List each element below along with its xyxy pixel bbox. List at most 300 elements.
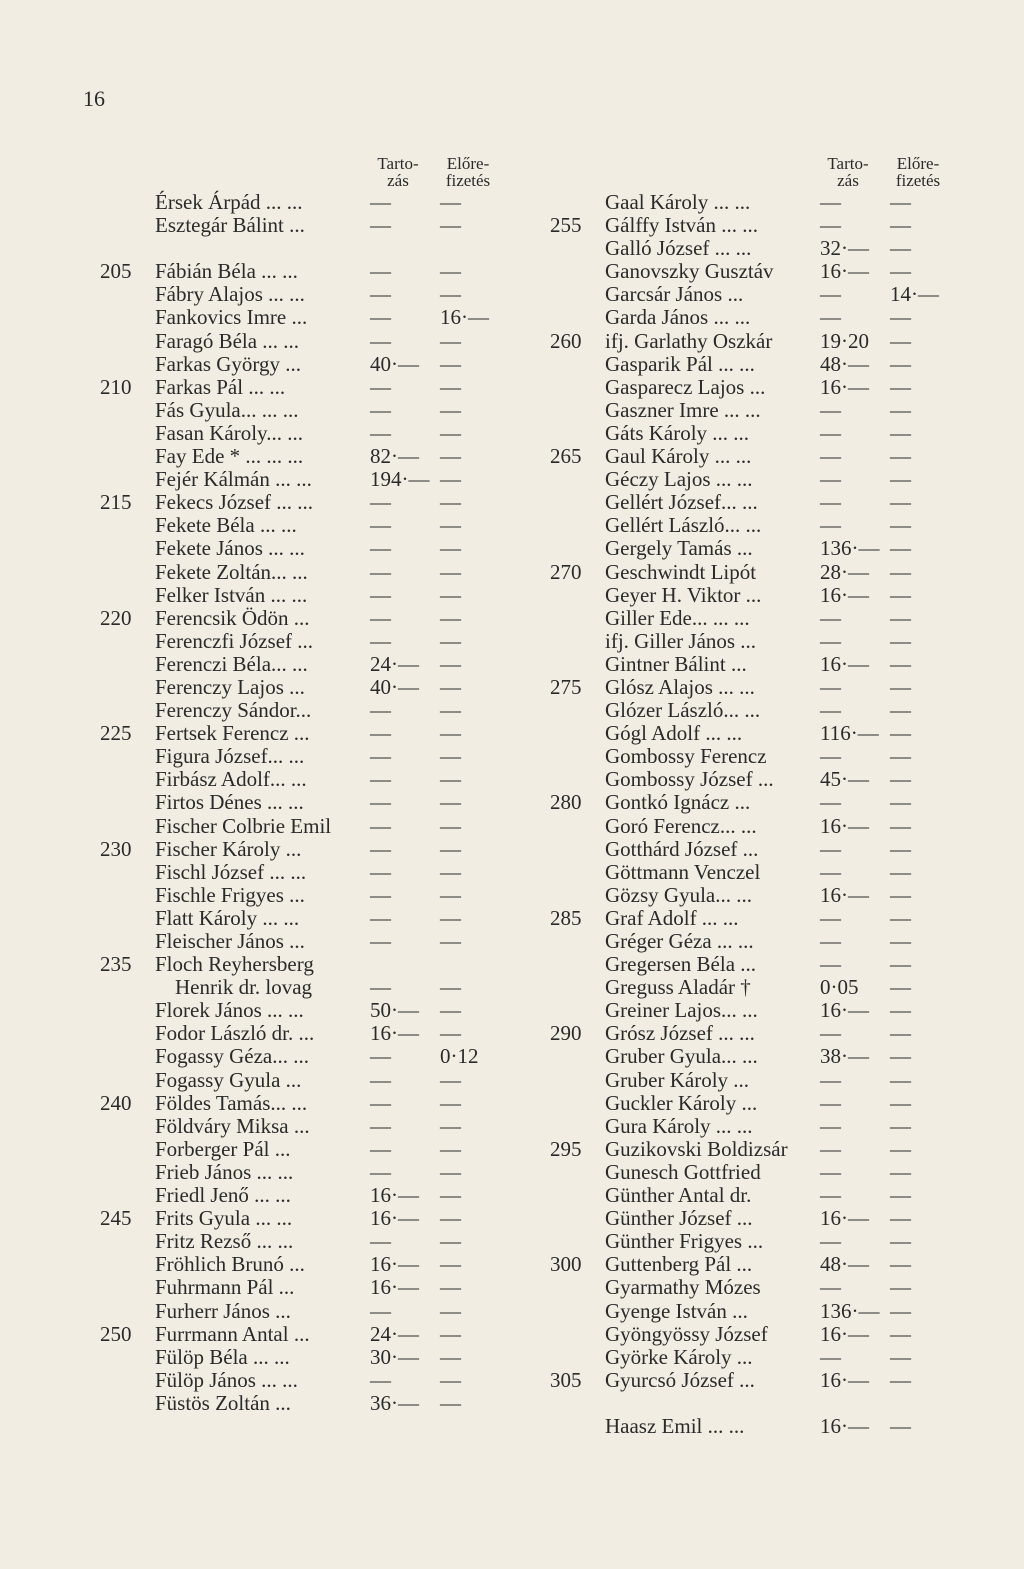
eloirezetes-value: — xyxy=(890,1206,911,1231)
eloirezetes-header: Előre- fizetés xyxy=(895,154,941,190)
member-row xyxy=(100,283,510,306)
member-row xyxy=(550,237,960,260)
eloirezetes-value: — xyxy=(890,374,911,399)
member-name: Gyarmathy Mózes xyxy=(605,1275,761,1300)
page-number: 16 xyxy=(83,86,105,111)
member-row xyxy=(100,653,510,676)
member-row xyxy=(100,1022,510,1045)
eloirezetes-value: — xyxy=(890,905,911,930)
member-row xyxy=(550,1092,960,1115)
eloirezetes-value: — xyxy=(440,374,461,399)
member-name: Haasz Emil ... ... xyxy=(605,1413,745,1438)
tartozas-value: — xyxy=(370,374,391,399)
tartozas-value: 16·— xyxy=(820,1367,869,1392)
right-column-header xyxy=(550,155,960,191)
member-name: Firtos Dénes ... ... xyxy=(155,790,304,815)
member-name: Gyöngyössy József xyxy=(605,1321,768,1346)
tartozas-value: — xyxy=(820,282,841,307)
member-name: Fábry Alajos ... ... xyxy=(155,282,305,307)
tartozas-value: — xyxy=(820,905,841,930)
member-row xyxy=(550,1300,960,1323)
eloirezetes-value: — xyxy=(440,328,461,353)
tartozas-value: 48·— xyxy=(820,351,869,376)
eloirezetes-value: 16·— xyxy=(440,305,489,330)
tartozas-value: — xyxy=(370,975,391,1000)
tartozas-header: Tarto- zás xyxy=(827,154,869,190)
tartozas-value: — xyxy=(370,813,391,838)
member-row xyxy=(100,791,510,814)
eloirezetes-value: — xyxy=(890,536,911,561)
tartozas-value: 16·— xyxy=(820,1413,869,1438)
tartozas-value: 16·— xyxy=(370,1183,419,1208)
tartozas-value: — xyxy=(820,859,841,884)
eloirezetes-value: — xyxy=(890,213,911,238)
member-row xyxy=(100,260,510,283)
row-number: 255 xyxy=(550,213,582,238)
row-number: 205 xyxy=(100,259,132,284)
tartozas-value: — xyxy=(370,1113,391,1138)
member-name: Friedl Jenő ... ... xyxy=(155,1183,291,1208)
tartozas-value: — xyxy=(370,628,391,653)
member-row xyxy=(550,653,960,676)
member-row xyxy=(550,283,960,306)
tartozas-value: — xyxy=(820,1067,841,1092)
member-row xyxy=(100,214,510,237)
member-name: ifj. Garlathy Oszkár xyxy=(605,328,773,353)
eloirezetes-value: — xyxy=(890,975,911,1000)
eloirezetes-value: — xyxy=(440,721,461,746)
member-name: Fekecs József ... ... xyxy=(155,490,314,515)
member-name: Günther József ... xyxy=(605,1206,753,1231)
member-name: Gunesch Gottfried xyxy=(605,1159,761,1184)
member-row xyxy=(100,306,510,329)
eloirezetes-value: — xyxy=(890,351,911,376)
member-row xyxy=(550,584,960,607)
member-name: Gura Károly ... ... xyxy=(605,1113,753,1138)
member-name: Gaal Károly ... ... xyxy=(605,190,751,214)
tartozas-value: 16·— xyxy=(820,813,869,838)
member-row xyxy=(100,1161,510,1184)
member-name: Fekete Béla ... ... xyxy=(155,513,297,538)
row-number: 275 xyxy=(550,674,582,699)
eloirezetes-value: — xyxy=(440,628,461,653)
member-name: Gruber Gyula... ... xyxy=(605,1044,758,1069)
member-row xyxy=(100,584,510,607)
member-name: Günther Antal dr. xyxy=(605,1183,752,1208)
tartozas-value: — xyxy=(370,836,391,861)
member-row xyxy=(100,745,510,768)
eloirezetes-value: — xyxy=(440,582,461,607)
eloirezetes-value: — xyxy=(440,397,461,422)
tartozas-value: 19·20 xyxy=(820,328,869,353)
member-name: Gintner Bálint ... xyxy=(605,651,747,676)
member-name: Fritz Rezső ... ... xyxy=(155,1229,294,1254)
eloirezetes-value: — xyxy=(440,1321,461,1346)
member-name: Fekete Zoltán... ... xyxy=(155,559,308,584)
row-number: 305 xyxy=(550,1367,582,1392)
member-name: Garcsár János ... xyxy=(605,282,744,307)
member-name: Fay Ede * ... ... ... xyxy=(155,444,304,469)
member-name: Fábián Béla ... ... xyxy=(155,259,298,284)
eloirezetes-value: — xyxy=(440,674,461,699)
tartozas-value: — xyxy=(370,259,391,284)
tartozas-value: — xyxy=(370,1090,391,1115)
tartozas-value: — xyxy=(370,605,391,630)
member-name: Farkas Pál ... ... xyxy=(155,374,286,399)
row-number: 230 xyxy=(100,836,132,861)
row-number: 295 xyxy=(550,1136,582,1161)
tartozas-value: — xyxy=(370,1298,391,1323)
eloirezetes-value: — xyxy=(890,1413,911,1438)
member-row xyxy=(550,422,960,445)
eloirezetes-value: — xyxy=(890,559,911,584)
tartozas-value: 16·— xyxy=(370,1275,419,1300)
eloirezetes-header: Előre- fizetés xyxy=(445,154,491,190)
member-row xyxy=(100,422,510,445)
tartozas-value: — xyxy=(820,698,841,723)
member-row xyxy=(100,1069,510,1092)
member-row xyxy=(550,468,960,491)
row-number: 300 xyxy=(550,1252,582,1277)
member-row xyxy=(100,1092,510,1115)
row-number: 280 xyxy=(550,790,582,815)
member-row xyxy=(550,699,960,722)
member-name: Garda János ... ... xyxy=(605,305,751,330)
member-row xyxy=(100,237,510,260)
member-row xyxy=(550,676,960,699)
eloirezetes-value: — xyxy=(890,1344,911,1369)
eloirezetes-value: — xyxy=(890,651,911,676)
member-row xyxy=(550,768,960,791)
member-name: Fás Gyula... ... ... xyxy=(155,397,299,422)
member-name: Göttmann Venczel xyxy=(605,859,761,884)
member-row xyxy=(100,1276,510,1299)
member-row xyxy=(550,1045,960,1068)
tartozas-value: — xyxy=(370,536,391,561)
row-number: 270 xyxy=(550,559,582,584)
tartozas-value: 36·— xyxy=(370,1390,419,1415)
member-row xyxy=(100,468,510,491)
member-row xyxy=(100,491,510,514)
member-row xyxy=(100,399,510,422)
eloirezetes-value: — xyxy=(440,351,461,376)
eloirezetes-value: — xyxy=(440,1183,461,1208)
member-row xyxy=(100,1323,510,1346)
member-name: Géczy Lajos ... ... xyxy=(605,467,753,492)
tartozas-value: — xyxy=(370,1067,391,1092)
tartozas-value: 0·05 xyxy=(820,975,859,1000)
member-row xyxy=(100,1253,510,1276)
eloirezetes-value: — xyxy=(890,305,911,330)
member-row xyxy=(550,191,960,214)
member-row xyxy=(550,1115,960,1138)
tartozas-value: 16·— xyxy=(370,1021,419,1046)
eloirezetes-value: — xyxy=(440,790,461,815)
tartozas-value: — xyxy=(370,744,391,769)
eloirezetes-value: — xyxy=(440,1136,461,1161)
member-row xyxy=(550,353,960,376)
eloirezetes-value: — xyxy=(440,190,461,214)
tartozas-value: — xyxy=(370,1159,391,1184)
member-name: Gellért József... ... xyxy=(605,490,758,515)
member-row xyxy=(100,930,510,953)
tartozas-value: 116·— xyxy=(820,721,879,746)
tartozas-value: — xyxy=(820,1229,841,1254)
member-row xyxy=(100,815,510,838)
member-row xyxy=(550,1022,960,1045)
eloirezetes-value: — xyxy=(890,467,911,492)
tartozas-value: 28·— xyxy=(820,559,869,584)
tartozas-value: 16·— xyxy=(370,1206,419,1231)
eloirezetes-value: — xyxy=(890,490,911,515)
tartozas-value: — xyxy=(370,1229,391,1254)
member-name: Érsek Árpád ... ... xyxy=(155,190,303,214)
eloirezetes-value: — xyxy=(890,674,911,699)
tartozas-value: — xyxy=(370,397,391,422)
member-row xyxy=(550,399,960,422)
row-number: 285 xyxy=(550,905,582,930)
member-name: Fankovics Imre ... xyxy=(155,305,308,330)
member-name: Flatt Károly ... ... xyxy=(155,905,300,930)
member-name: Ferencsik Ödön ... xyxy=(155,605,310,630)
member-name: Fischle Frigyes ... xyxy=(155,882,305,907)
eloirezetes-value: — xyxy=(890,859,911,884)
eloirezetes-value: — xyxy=(440,929,461,953)
tartozas-value: 24·— xyxy=(370,1321,419,1346)
eloirezetes-value: — xyxy=(440,1021,461,1046)
member-name: Felker István ... ... xyxy=(155,582,308,607)
tartozas-value: 40·— xyxy=(370,351,419,376)
member-row xyxy=(100,1346,510,1369)
tartozas-value: — xyxy=(820,444,841,469)
eloirezetes-value: — xyxy=(890,397,911,422)
member-row xyxy=(100,191,510,214)
tartozas-value: 16·— xyxy=(820,259,869,284)
eloirezetes-value: — xyxy=(440,1344,461,1369)
row-number: 235 xyxy=(100,952,132,977)
left-column xyxy=(100,154,510,1415)
eloirezetes-value: — xyxy=(890,698,911,723)
row-number: 250 xyxy=(100,1321,132,1346)
row-number: 220 xyxy=(100,605,132,630)
eloirezetes-value: — xyxy=(890,1321,911,1346)
member-name: Geyer H. Viktor ... xyxy=(605,582,762,607)
eloirezetes-value: — xyxy=(890,582,911,607)
member-name: Giller Ede... ... ... xyxy=(605,605,750,630)
member-row xyxy=(100,607,510,630)
tartozas-value: — xyxy=(370,1367,391,1392)
member-name: Fogassy Gyula ... xyxy=(155,1067,302,1092)
member-name: Florek János ... ... xyxy=(155,998,304,1023)
eloirezetes-value: — xyxy=(890,190,911,214)
left-column-header xyxy=(100,155,510,191)
member-row xyxy=(550,1346,960,1369)
member-name: Faragó Béla ... ... xyxy=(155,328,300,353)
row-number: 290 xyxy=(550,1021,582,1046)
eloirezetes-value: — xyxy=(890,259,911,284)
member-name: Györke Károly ... xyxy=(605,1344,753,1369)
eloirezetes-value: — xyxy=(440,651,461,676)
member-name: Forberger Pál ... xyxy=(155,1136,291,1161)
eloirezetes-value: — xyxy=(440,213,461,238)
member-name: Gyenge István ... xyxy=(605,1298,748,1323)
eloirezetes-value: — xyxy=(440,744,461,769)
tartozas-value: 48·— xyxy=(820,1252,869,1277)
eloirezetes-value: — xyxy=(890,836,911,861)
member-name: Gözsy Gyula... ... xyxy=(605,882,752,907)
tartozas-value: — xyxy=(820,605,841,630)
member-name: Fülöp János ... ... xyxy=(155,1367,298,1392)
tartozas-value: 50·— xyxy=(370,998,419,1023)
member-name: Gréger Géza ... ... xyxy=(605,929,754,953)
eloirezetes-value: — xyxy=(890,1367,911,1392)
tartozas-value: — xyxy=(370,328,391,353)
member-row xyxy=(550,537,960,560)
member-row xyxy=(550,722,960,745)
member-row xyxy=(100,1230,510,1253)
member-row xyxy=(550,999,960,1022)
member-name: Farkas György ... xyxy=(155,351,302,376)
member-name: Ferenczy Lajos ... xyxy=(155,674,305,699)
member-name: Ferenczfi József ... xyxy=(155,628,314,653)
row-number: 225 xyxy=(100,721,132,746)
member-row xyxy=(100,1300,510,1323)
member-name: Geschwindt Lipót xyxy=(605,559,757,584)
tartozas-value: — xyxy=(820,397,841,422)
member-row xyxy=(550,376,960,399)
member-name: Firbász Adolf... ... xyxy=(155,767,307,792)
member-name: Guttenberg Pál ... xyxy=(605,1252,753,1277)
tartozas-value: 82·— xyxy=(370,444,419,469)
member-name: Fischl József ... ... xyxy=(155,859,307,884)
tartozas-value: — xyxy=(370,1044,391,1069)
row-number: 215 xyxy=(100,490,132,515)
member-row xyxy=(550,1138,960,1161)
member-row xyxy=(100,676,510,699)
eloirezetes-value: — xyxy=(440,1252,461,1277)
member-row xyxy=(550,445,960,468)
eloirezetes-value: — xyxy=(440,1367,461,1392)
member-name: Galló József ... ... xyxy=(605,236,752,261)
member-name: Fischer Károly ... xyxy=(155,836,302,861)
member-name: Frieb János ... ... xyxy=(155,1159,294,1184)
row-number: 240 xyxy=(100,1090,132,1115)
member-name: Furrmann Antal ... xyxy=(155,1321,310,1346)
eloirezetes-value: 0·12 xyxy=(440,1044,479,1069)
eloirezetes-value: — xyxy=(440,559,461,584)
tartozas-value: — xyxy=(820,1183,841,1208)
tartozas-value: — xyxy=(370,420,391,445)
member-row xyxy=(550,1323,960,1346)
member-row xyxy=(550,1230,960,1253)
tartozas-value: — xyxy=(370,490,391,515)
tartozas-value: — xyxy=(820,836,841,861)
member-row xyxy=(100,999,510,1022)
member-name: Gasparik Pál ... ... xyxy=(605,351,755,376)
eloirezetes-value: — xyxy=(890,1275,911,1300)
tartozas-value: — xyxy=(820,1021,841,1046)
member-name: Gyurcsó József ... xyxy=(605,1367,755,1392)
tartozas-value: — xyxy=(370,513,391,538)
eloirezetes-value: — xyxy=(440,813,461,838)
member-name: Gotthárd József ... xyxy=(605,836,759,861)
row-number: 260 xyxy=(550,328,582,353)
member-row xyxy=(550,815,960,838)
member-name: Földváry Miksa ... xyxy=(155,1113,310,1138)
tartozas-value: — xyxy=(370,213,391,238)
member-row xyxy=(100,838,510,861)
eloirezetes-value: — xyxy=(890,1229,911,1254)
eloirezetes-value: — xyxy=(890,1067,911,1092)
member-row xyxy=(100,722,510,745)
member-row xyxy=(550,930,960,953)
member-row xyxy=(100,561,510,584)
eloirezetes-value: — xyxy=(890,1021,911,1046)
eloirezetes-value: — xyxy=(890,444,911,469)
tartozas-value: — xyxy=(370,859,391,884)
member-row xyxy=(100,884,510,907)
member-name: Frits Gyula ... ... xyxy=(155,1206,293,1231)
tartozas-value: — xyxy=(820,929,841,953)
eloirezetes-value: — xyxy=(890,1159,911,1184)
eloirezetes-value: 14·— xyxy=(890,282,939,307)
eloirezetes-value: — xyxy=(440,767,461,792)
eloirezetes-value: — xyxy=(890,1252,911,1277)
eloirezetes-value: — xyxy=(440,490,461,515)
tartozas-value: 16·— xyxy=(820,1206,869,1231)
right-member-list xyxy=(550,191,960,1438)
tartozas-value: — xyxy=(820,674,841,699)
eloirezetes-value: — xyxy=(440,698,461,723)
tartozas-value: — xyxy=(820,744,841,769)
member-name: Gombossy József ... xyxy=(605,767,774,792)
tartozas-value: — xyxy=(820,190,841,214)
tartozas-value: 24·— xyxy=(370,651,419,676)
tartozas-value: — xyxy=(370,790,391,815)
row-number: 245 xyxy=(100,1206,132,1231)
eloirezetes-value: — xyxy=(440,420,461,445)
member-row xyxy=(100,699,510,722)
eloirezetes-value: — xyxy=(890,628,911,653)
member-row xyxy=(550,1207,960,1230)
member-row xyxy=(100,514,510,537)
tartozas-value: 16·— xyxy=(820,998,869,1023)
member-name: Gasparecz Lajos ... xyxy=(605,374,766,399)
member-row xyxy=(550,791,960,814)
member-row xyxy=(550,630,960,653)
member-name: Henrik dr. lovag xyxy=(175,975,313,1000)
tartozas-value: 194·— xyxy=(370,467,430,492)
member-row xyxy=(100,907,510,930)
eloirezetes-value: — xyxy=(440,882,461,907)
member-row xyxy=(100,1184,510,1207)
tartozas-value: — xyxy=(820,952,841,977)
tartozas-value: 16·— xyxy=(820,882,869,907)
member-row xyxy=(100,1207,510,1230)
tartozas-value: — xyxy=(820,1113,841,1138)
eloirezetes-value: — xyxy=(890,1090,911,1115)
member-row xyxy=(550,1161,960,1184)
member-row xyxy=(550,907,960,930)
eloirezetes-value: — xyxy=(890,328,911,353)
member-name: Fertsek Ferencz ... xyxy=(155,721,310,746)
eloirezetes-value: — xyxy=(440,1067,461,1092)
member-name: Fejér Kálmán ... ... xyxy=(155,467,312,492)
eloirezetes-value: — xyxy=(440,513,461,538)
member-row xyxy=(550,306,960,329)
tartozas-value: 40·— xyxy=(370,674,419,699)
member-name: Grósz József ... ... xyxy=(605,1021,755,1046)
